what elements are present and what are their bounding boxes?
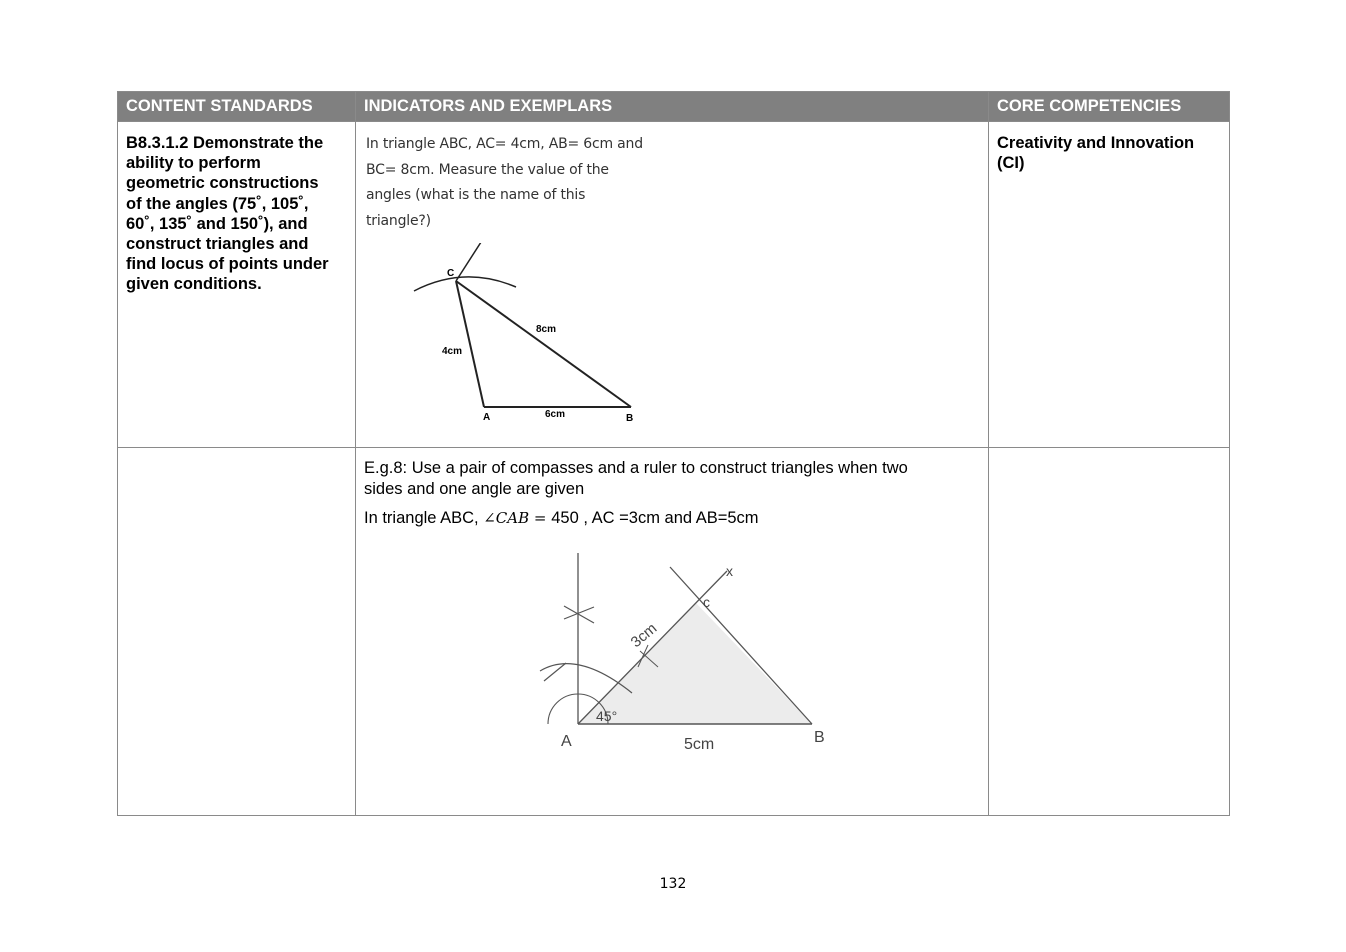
table-row <box>118 122 1230 448</box>
exemplar-handwritten-text <box>366 132 666 235</box>
triangle-construction-figure-1 <box>404 243 704 433</box>
curriculum-table <box>117 91 1230 816</box>
header-core-competencies: CORE COMPETENCIES <box>989 92 1230 122</box>
exemplar-line: angles (what is the name of this <box>366 187 586 204</box>
standard-line: B8.3.1.2 Demonstrate the <box>126 134 324 152</box>
header-row <box>118 92 1230 122</box>
standard-line: construct triangles and <box>126 235 309 254</box>
label-ab: 5cm <box>684 735 715 753</box>
label-a: A <box>483 411 491 423</box>
exemplar-line: triangle?) <box>366 213 431 230</box>
exemplar-line: BC= 8cm. Measure the value of the <box>366 161 609 178</box>
exemplar-instruction <box>364 458 980 499</box>
content-standard-cell <box>118 122 356 448</box>
standard-line: find locus of points under <box>126 255 329 274</box>
core-competency-text <box>997 133 1221 173</box>
label-x: x <box>726 562 733 579</box>
label-c: c <box>703 593 710 610</box>
exemplar-givens <box>364 508 980 529</box>
content-standard-cell-empty <box>118 448 356 816</box>
exemplar-cell <box>356 448 989 816</box>
exemplar-cell <box>356 122 989 448</box>
header-indicators-exemplars: INDICATORS AND EXEMPLARS <box>356 92 989 122</box>
label-bc: 8cm <box>536 323 557 335</box>
givens-suffix: 450 , AC =3cm and AB=5cm <box>551 509 759 527</box>
table-row <box>118 448 1230 816</box>
exemplar-line: sides and one angle are given <box>364 479 585 498</box>
standard-line: given conditions. <box>126 275 262 294</box>
core-competency-cell <box>989 122 1230 448</box>
header-content-standards: CONTENT STANDARDS <box>118 92 356 122</box>
standard-line: 60˚, 135˚ and 150˚), and <box>126 214 308 233</box>
content-standard-text <box>126 133 347 295</box>
label-b: B <box>626 412 634 424</box>
label-ac: 3cm <box>627 619 661 651</box>
givens-prefix: In triangle ABC, <box>364 509 484 527</box>
standard-line: of the angles (75˚, 105˚, <box>126 194 309 213</box>
standard-line: geometric constructions <box>126 174 319 193</box>
label-ab: 6cm <box>545 408 566 420</box>
exemplar-line: In triangle ABC, AC= 4cm, AB= 6cm and <box>366 136 643 152</box>
triangle-construction-figure-2 <box>532 551 852 781</box>
page-number: 132 <box>659 876 687 892</box>
exemplar-line: E.g.8: Use a pair of compasses and a ruler to construct triangles when two <box>364 459 908 477</box>
competency-line: (CI) <box>997 154 1025 173</box>
label-a: A <box>561 732 572 750</box>
angle-expression: ∠CAB = <box>483 509 552 527</box>
label-c: C <box>447 267 455 279</box>
standard-line: ability to perform <box>126 154 261 173</box>
core-competency-cell-empty <box>989 448 1230 816</box>
competency-line: Creativity and Innovation <box>997 134 1195 152</box>
label-ac: 4cm <box>442 345 463 357</box>
label-b: B <box>814 728 825 746</box>
label-angle: 45° <box>596 707 618 724</box>
